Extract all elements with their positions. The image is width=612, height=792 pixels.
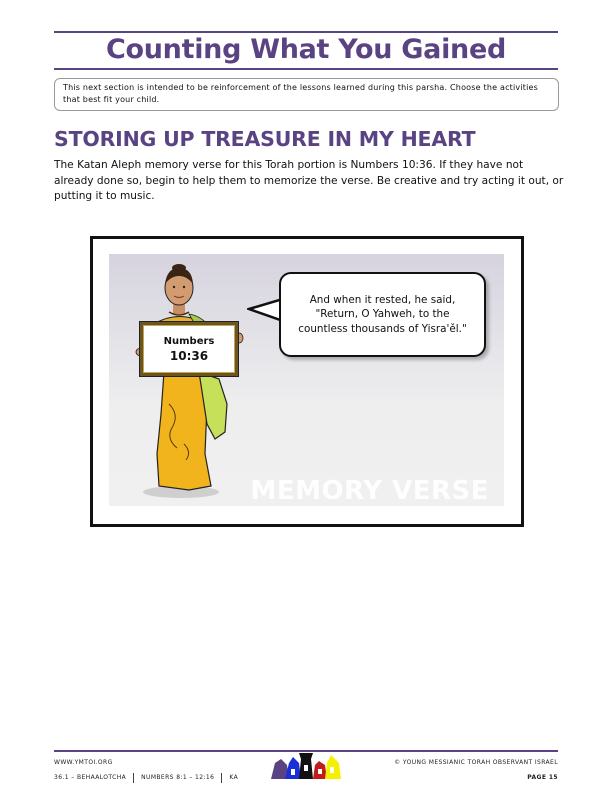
section-heading: STORING UP TREASURE IN MY HEART: [54, 127, 476, 151]
speech-bubble-tail-icon: [247, 297, 283, 327]
footer-divider: [133, 773, 134, 783]
footer-lesson-info: [54, 770, 238, 785]
header-bottom-rule: [54, 68, 558, 70]
speech-bubble: And when it rested, he said, "Return, O Yahweh, to the countless thousands of Yisra'ěl.": [279, 272, 486, 357]
footer-divider: [221, 773, 222, 783]
footer-scripture: NUMBERS 8:1 – 12:16: [141, 774, 215, 781]
page-number: PAGE 15: [527, 774, 558, 781]
ymtoi-logo-icon: [267, 751, 347, 781]
memory-verse-watermark: MEMORY VERSE: [250, 476, 489, 506]
footer-lesson: 36.1 – BEHAALOTCHA: [54, 774, 127, 781]
footer-right: [394, 755, 558, 785]
footer-website[interactable]: WWW.YMTOI.ORG: [54, 759, 113, 766]
section-body: The Katan Aleph memory verse for this Torah portion is Numbers 10:36. If they have not already done so, begin to help them to memorize the verse. Be creative and try acting it out, or putting it to music.: [54, 159, 564, 202]
footer-copyright: © YOUNG MESSIANIC TORAH OBSERVANT ISRAEL: [394, 759, 558, 766]
sign-book: Numbers: [163, 336, 215, 347]
sign-reference: 10:36: [169, 349, 209, 363]
footer-level: KA: [229, 774, 239, 781]
scripture-sign: [140, 322, 238, 376]
girl-illustration-icon: [129, 254, 259, 506]
page-title: Counting What You Gained: [106, 34, 506, 65]
memory-verse-illustration: [109, 254, 504, 506]
intro-note: This next section is intended to be reinforcement of the lessons learned during this parsha. Choose the activities that best fit your child.: [54, 78, 559, 111]
footer-left: [54, 755, 238, 785]
memory-verse-frame: [90, 236, 524, 527]
